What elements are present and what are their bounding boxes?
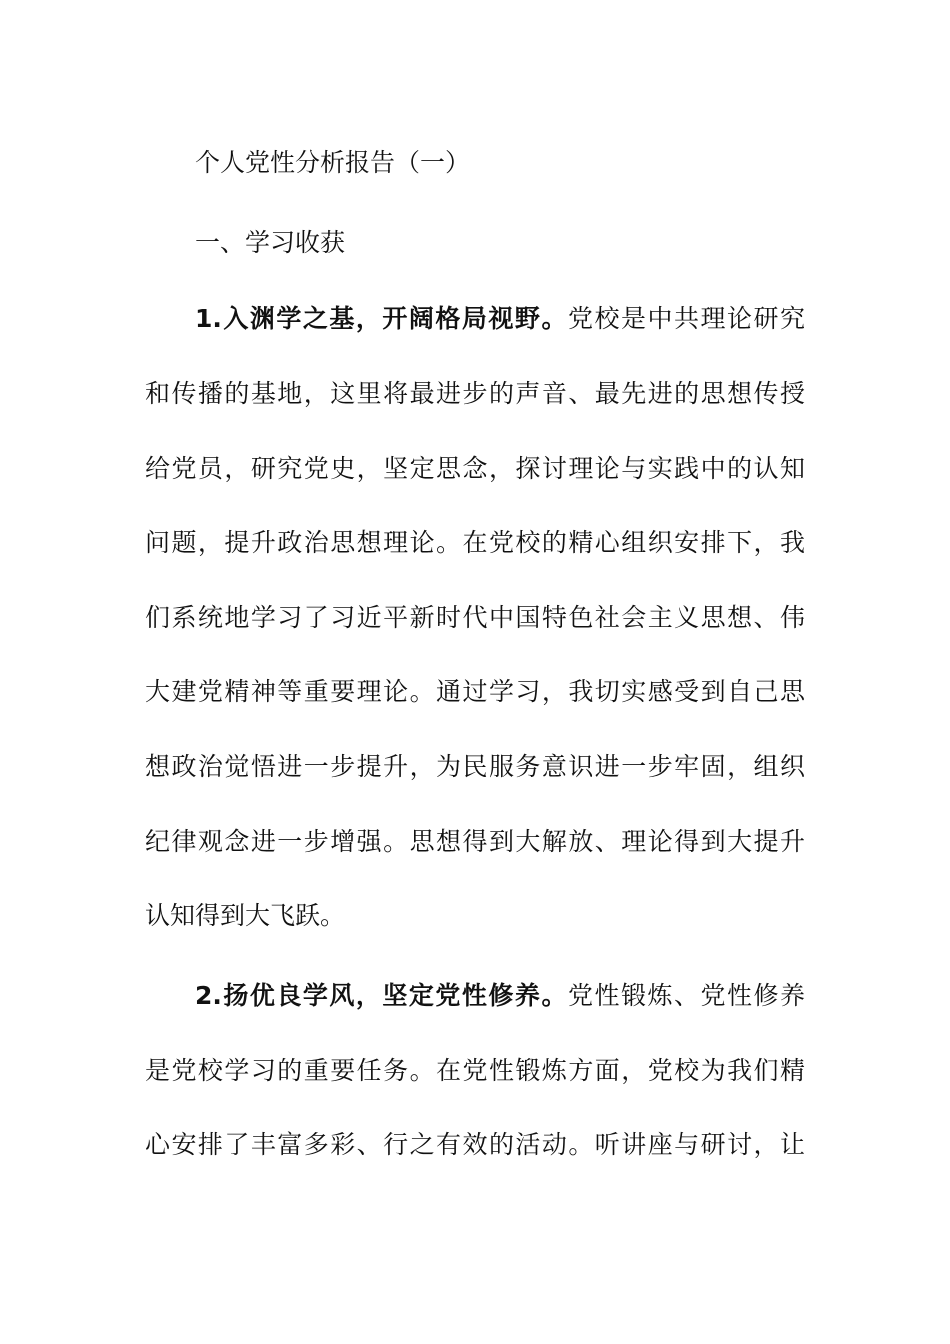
- paragraph-1-lead: 1.入渊学之基，开阔格局视野。: [195, 304, 568, 333]
- paragraph-1-line-2: 和传播的基地，这里将最进步的声音、最先进的思想传授: [145, 379, 805, 408]
- section-heading: 一、学习收获: [195, 228, 346, 257]
- paragraph-1-line-1: [195, 302, 805, 336]
- paragraph-2-line-2: 是党校学习的重要任务。在党性锻炼方面，党校为我们精: [145, 1056, 805, 1085]
- document-title: 个人党性分析报告（一）: [195, 148, 471, 177]
- paragraph-1-line-6: 大建党精神等重要理论。通过学习，我切实感受到自己思: [145, 677, 805, 706]
- paragraph-1-line-4: 问题，提升政治思想理论。在党校的精心组织安排下，我: [145, 528, 805, 557]
- paragraph-2-line-3: 心安排了丰富多彩、行之有效的活动。听讲座与研讨，让: [145, 1130, 805, 1159]
- paragraph-1-line-3: 给党员，研究党史，坚定思念，探讨理论与实践中的认知: [145, 454, 805, 483]
- paragraph-2-line-1: [195, 979, 805, 1013]
- paragraph-2-line-1-text: 党性锻炼、党性修养: [567, 981, 805, 1010]
- paragraph-1-line-5: 们系统地学习了习近平新时代中国特色社会主义思想、伟: [145, 603, 805, 632]
- paragraph-1-line-9: 认知得到大飞跃。: [145, 901, 346, 930]
- paragraph-1-line-7: 想政治觉悟进一步提升，为民服务意识进一步牢固，组织: [145, 752, 805, 781]
- paragraph-1-line-8: 纪律观念进一步增强。思想得到大解放、理论得到大提升: [145, 827, 805, 856]
- paragraph-1-line-1-text: 党校是中共理论研究: [567, 304, 805, 333]
- paragraph-2-lead: 2.扬优良学风，坚定党性修养。: [195, 981, 568, 1010]
